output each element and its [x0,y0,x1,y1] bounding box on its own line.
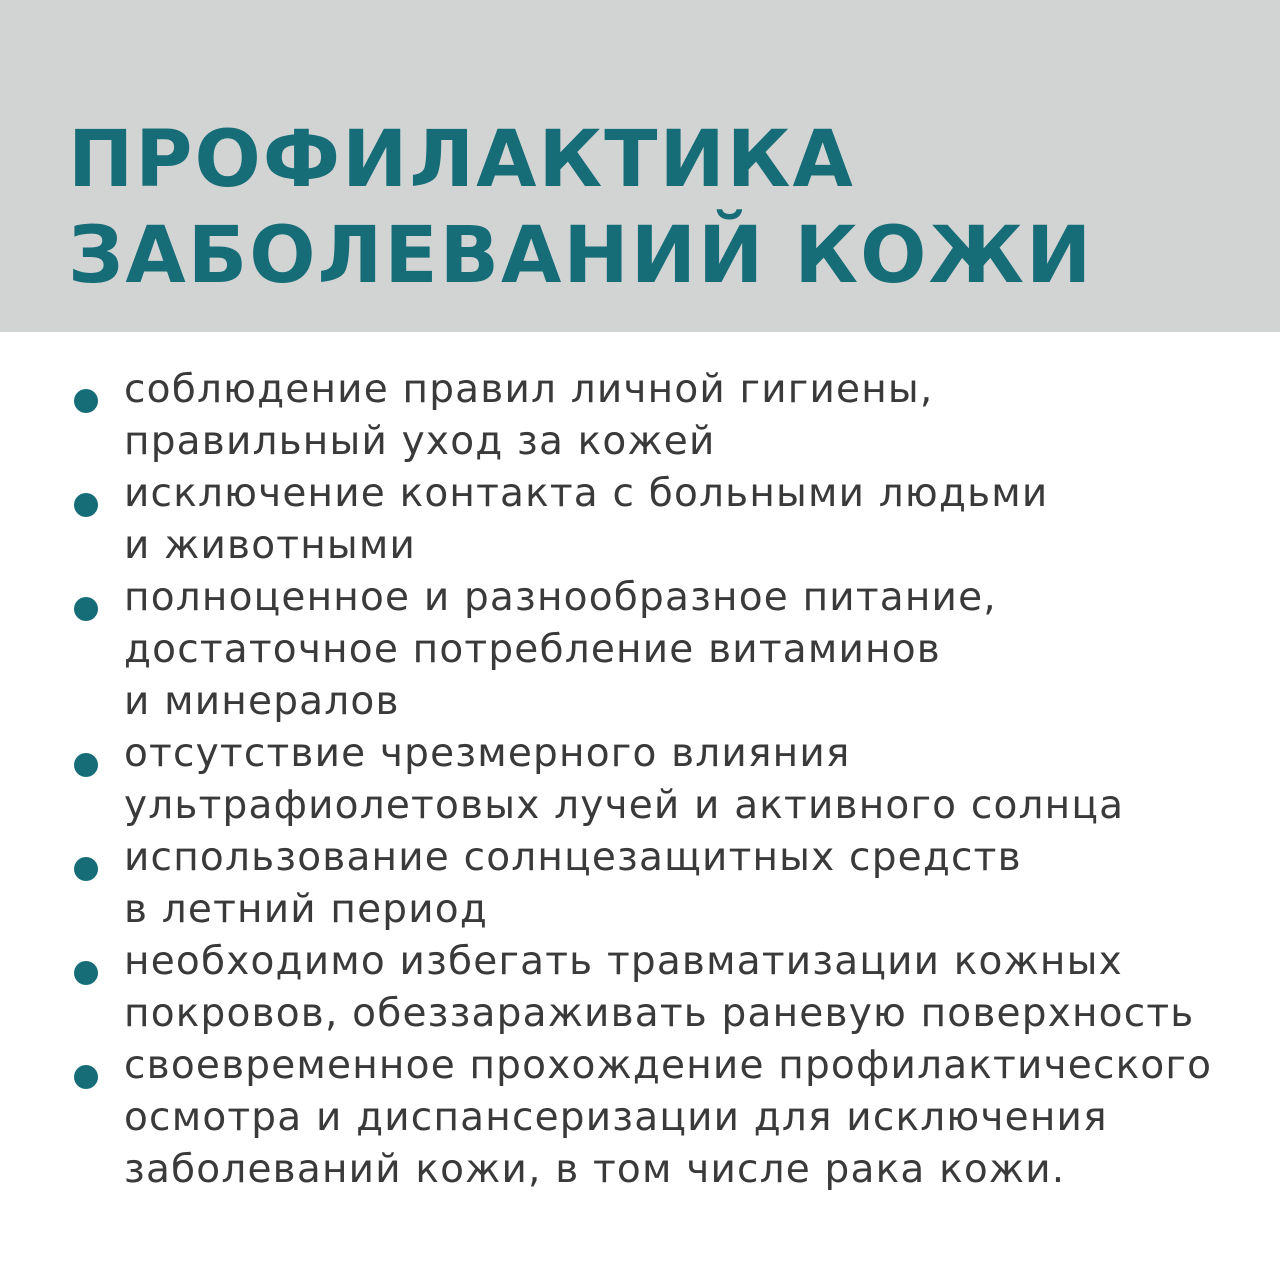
list-item [0,468,1280,572]
item-text-line: осмотра и диспансеризации для исключения [124,1095,1108,1140]
list-item [0,572,1280,728]
item-text-line: отсутствие чрезмерного влияния [124,731,851,776]
item-text-line: использование солнцезащитных средств [124,835,1022,880]
prevention-list [0,364,1280,1196]
item-text-line: правильный уход за кожей [124,419,716,464]
bullet-icon [74,1065,98,1089]
title-line-1: ПРОФИЛАКТИКА [68,115,855,205]
list-item [0,936,1280,1040]
list-item [0,1040,1280,1196]
item-text-line: соблюдение правил личной гигиены, [124,367,934,412]
item-text-line: и минералов [124,679,400,724]
bullet-icon [74,389,98,413]
title-line-2: ЗАБОЛЕВАНИЙ КОЖИ [68,211,1094,301]
header-banner [0,0,1280,332]
item-text-line: заболеваний кожи, в том числе рака кожи. [124,1147,1066,1192]
bullet-icon [74,857,98,881]
bullet-icon [74,493,98,517]
bullet-icon [74,753,98,777]
item-text-line: ультрафиолетовых лучей и активного солнца [124,783,1125,828]
bullet-icon [74,597,98,621]
item-text-line: полноценное и разнообразное питание, [124,575,997,620]
item-text-line: достаточное потребление витаминов [124,627,941,672]
item-text-line: своевременное прохождение профилактического [124,1043,1213,1088]
list-item [0,364,1280,468]
page-title [68,112,1093,304]
item-text-line: в летний период [124,887,489,932]
item-text-line: покровов, обеззараживать раневую поверхность [124,991,1195,1036]
item-text-line: необходимо избегать травматизации кожных [124,939,1123,984]
list-item [0,832,1280,936]
bullet-icon [74,961,98,985]
item-text-line: и животными [124,523,417,568]
list-item [0,728,1280,832]
item-text-line: исключение контакта с больными людьми [124,471,1049,516]
